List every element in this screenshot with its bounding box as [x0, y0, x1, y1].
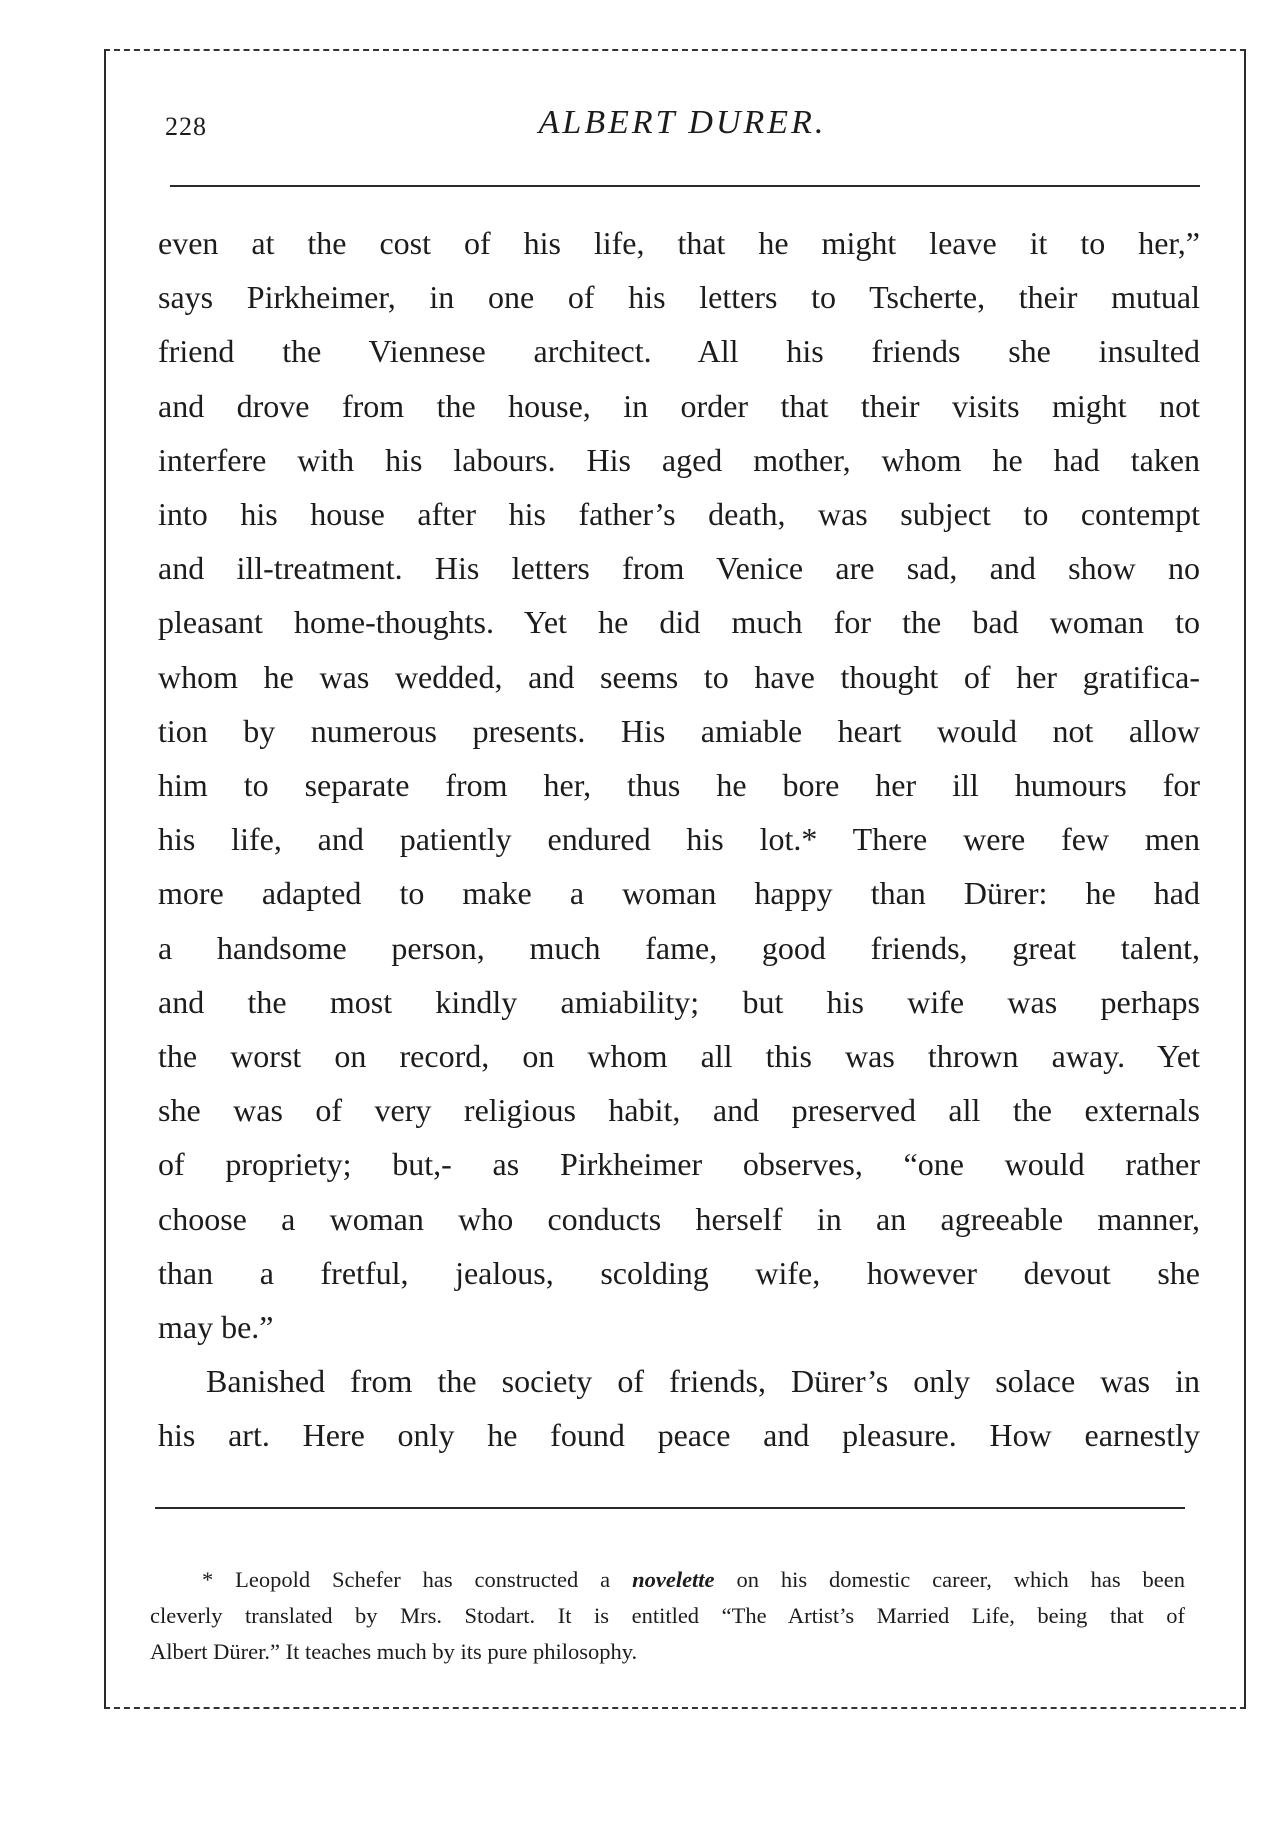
footnote-rule: [155, 1507, 1185, 1509]
footnote-text: on his domestic career, which has been: [736, 1567, 1185, 1592]
body-line: and ill-treatment. His letters from Venice are sad, and show no: [158, 550, 1200, 587]
page-number: 228: [165, 112, 207, 141]
body-line: more adapted to make a woman happy than Dürer: he had: [158, 875, 1200, 912]
footnote-italic-title: novelette: [632, 1567, 715, 1592]
body-line: a handsome person, much fame, good friends, great talent,: [158, 929, 1200, 966]
body-line: of propriety; but,- as Pirkheimer observes, “one would rather: [158, 1146, 1200, 1183]
body-line: even at the cost of his life, that he might leave it to her,”: [158, 225, 1200, 261]
running-head: ALBERT DURER.: [538, 104, 827, 141]
body-line: his life, and patiently endured his lot.* There were few men: [158, 821, 1200, 858]
body-line: pleasant home-thoughts. Yet he did much for the bad woman to: [158, 604, 1200, 641]
body-line: tion by numerous presents. His amiable heart would not allow: [158, 712, 1200, 749]
header-rule: [170, 185, 1200, 187]
body-line: Banished from the society of friends, Dürer’s only solace was in: [206, 1363, 1200, 1400]
footnote-line: cleverly translated by Mrs. Stodart. It is entitled “The Artist’s Married Life, being that of: [150, 1603, 1185, 1628]
body-line: says Pirkheimer, in one of his letters to Tscherte, their mutual: [158, 279, 1200, 316]
body-line: she was of very religious habit, and preserved all the externals: [158, 1092, 1200, 1129]
body-line: whom he was wedded, and seems to have thought of her gratifica-: [158, 658, 1200, 695]
body-line: choose a woman who conducts herself in an agreeable manner,: [158, 1200, 1200, 1237]
body-line: friend the Viennese architect. All his friends she insulted: [158, 333, 1200, 370]
footnote-line: Albert Dürer.” It teaches much by its pure philosophy.: [150, 1639, 638, 1664]
body-line: into his house after his father’s death, was subject to contempt: [158, 496, 1200, 533]
footnote: [150, 1562, 1185, 1670]
body-line: and the most kindly amiability; but his wife was perhaps: [158, 983, 1200, 1020]
body-line: than a fretful, jealous, scolding wife, however devout she: [158, 1254, 1200, 1291]
footnote-line: [150, 1562, 1185, 1598]
body-line: and drove from the house, in order that their visits might not: [158, 387, 1200, 424]
footnote-text: * Leopold Schefer has constructed a: [202, 1567, 611, 1592]
body-line: the worst on record, on whom all this was thrown away. Yet: [158, 1038, 1200, 1075]
body-line: may be.”: [158, 1309, 274, 1346]
body-text: [158, 216, 1200, 1463]
body-line: interfere with his labours. His aged mother, whom he had taken: [158, 441, 1200, 478]
page-header: [165, 100, 1200, 150]
body-line: his art. Here only he found peace and pleasure. How earnestly: [158, 1417, 1200, 1454]
body-line: him to separate from her, thus he bore her ill humours for: [158, 767, 1200, 804]
